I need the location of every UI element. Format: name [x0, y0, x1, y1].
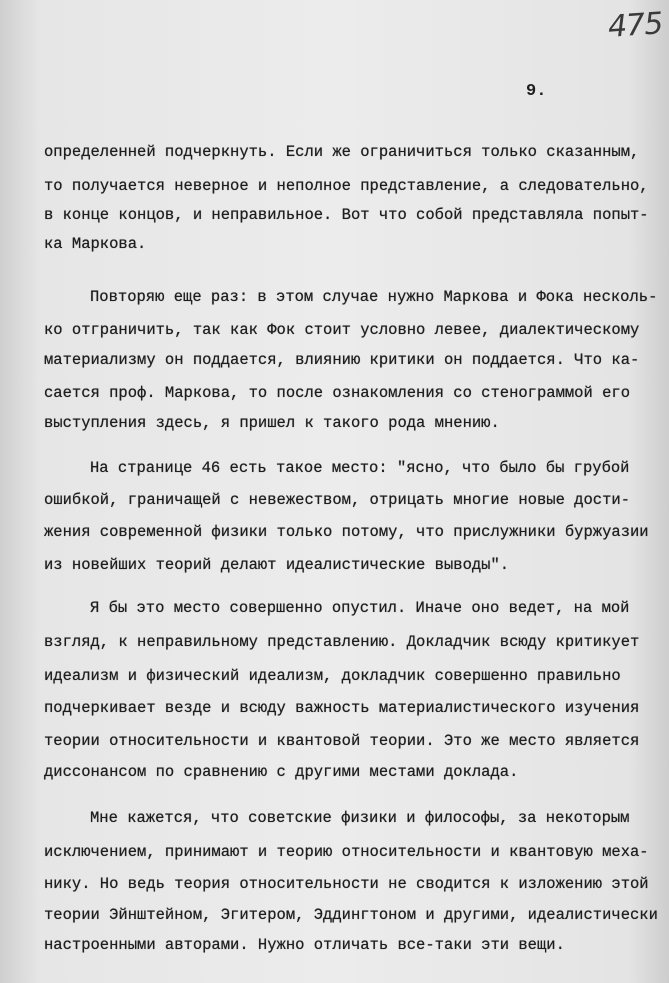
- text-line: Мне кажется, что советские физики и философы, за некоторым: [90, 809, 630, 827]
- text-line: На странице 46 есть такое место: "ясно, что было бы грубой: [90, 459, 630, 477]
- text-line: нику. Но ведь теория относительности не сводится к изложению этой: [44, 875, 649, 893]
- text-line: материализму он поддается, влиянию критики он поддается. Что ка-: [44, 351, 640, 369]
- text-line: выступления здесь, я пришел к такого рода мнению.: [44, 414, 500, 432]
- text-line: из новейших теорий делают идеалистические выводы".: [44, 556, 510, 574]
- text-line: жения современной физики только потому, что прислужники буржуазии: [44, 523, 649, 541]
- text-line: определенней подчеркнуть. Если же ограничиться только сказанным,: [44, 143, 640, 161]
- text-line: в конце концов, и неправильное. Вот что собой представляла попыт-: [44, 206, 649, 224]
- page-number: 9.: [526, 82, 547, 101]
- text-line: Повторяю еще раз: в этом случае нужно Маркова и Фока несколь-: [90, 288, 658, 306]
- text-line: ка Маркова.: [44, 235, 147, 253]
- text-line: теории относительности и квантовой теории. Это же место является: [44, 732, 640, 750]
- text-line: диссонансом по сравнению с другими местами доклада.: [44, 763, 519, 781]
- text-line: то получается неверное и неполное представление, а следовательно,: [44, 177, 649, 195]
- text-line: теории Эйнштейном, Эгитером, Эддингтоном и другими, идеалистически: [44, 906, 658, 924]
- text-line: ко отграничить, так как Фок стоит условно левее, диалектическому: [44, 321, 640, 339]
- archive-number: 475: [606, 6, 664, 45]
- text-line: Я бы это место совершенно опустил. Иначе оно ведет, на мой: [90, 599, 630, 617]
- text-line: сается проф. Маркова, то после ознакомления со стенограммой его: [44, 384, 630, 402]
- text-line: идеализм и физический идеализм, докладчик совершенно правильно: [44, 667, 621, 685]
- text-line: настроенными авторами. Нужно отличать все-таки эти вещи.: [44, 936, 565, 954]
- text-line: исключением, принимают и теорию относительности и квантовую меха-: [44, 843, 649, 861]
- text-line: подчеркивает везде и всюду важность материалистического изучения: [44, 699, 640, 717]
- text-line: ошибкой, граничащей с невежеством, отрицать многие новые дости-: [44, 491, 630, 509]
- text-line: взгляд, к неправильному представлению. Докладчик всюду критикует: [44, 633, 640, 651]
